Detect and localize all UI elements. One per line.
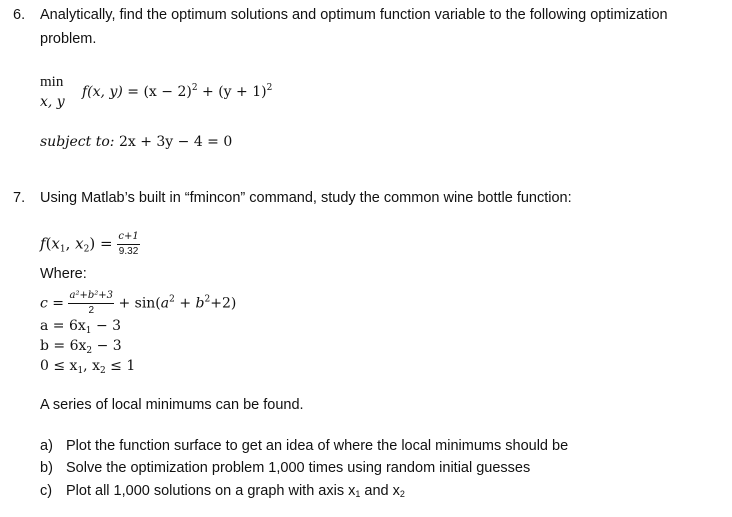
c-sin-a: a xyxy=(160,295,170,312)
wine-bottle-function xyxy=(40,232,140,257)
task-c-main: Plot all 1,000 solutions on a graph with axis x xyxy=(66,483,356,499)
bound-sub1: 1 xyxy=(77,366,84,376)
fraction-numerator: c+1 xyxy=(117,232,139,245)
problem-6-text-line2: problem. xyxy=(40,31,97,47)
var-x2: x xyxy=(75,234,84,253)
local-minimums-note: A series of local minimums can be found. xyxy=(40,397,304,413)
c-sin-b: b xyxy=(195,295,205,312)
function-fraction xyxy=(117,232,139,257)
where-label: Where: xyxy=(40,266,87,282)
bound-sub2: 2 xyxy=(99,366,106,376)
constraint-equation: 2x + 3y − 4 = 0 xyxy=(118,134,233,150)
bound-pre: 0 ≤ x xyxy=(40,358,78,374)
task-a-text: Plot the function surface to get an idea of where the local minimums should be xyxy=(66,438,569,454)
bounds xyxy=(40,358,135,376)
task-a-label: a) xyxy=(40,438,53,454)
var-x1: x xyxy=(51,234,60,253)
task-c-sub1: 1 xyxy=(355,489,361,499)
a-sub: 1 xyxy=(85,326,92,336)
c-denominator: 2 xyxy=(88,305,95,316)
c-sin-a-exp: 2 xyxy=(169,294,175,305)
a-def: a = 6x xyxy=(40,318,86,334)
objective-function xyxy=(82,83,272,100)
c-sin-plus: + xyxy=(174,295,196,312)
task-c-sub2: 2 xyxy=(399,489,405,499)
var-x1-sub: 1 xyxy=(59,244,66,255)
problem-7-number: 7. xyxy=(13,190,26,206)
paren-close-equals: ) = xyxy=(89,234,113,253)
c-sin-b-exp: 2 xyxy=(204,294,211,305)
paren-open: ( xyxy=(45,234,52,253)
b-def: b = 6x xyxy=(40,338,87,354)
objective-plus: + xyxy=(197,84,219,100)
min-label: min xyxy=(40,74,64,90)
objective-term2: (y + 1) xyxy=(218,84,267,100)
fraction-denominator: 9.32 xyxy=(118,246,139,257)
objective-lhs: f(x, y) = xyxy=(82,84,139,100)
function-f: f xyxy=(40,234,46,253)
problem-7-text: Using Matlab’s built in “fmincon” command, study the common wine bottle function: xyxy=(40,190,572,206)
task-b-text: Solve the optimization problem 1,000 times using random initial guesses xyxy=(66,460,531,476)
a-tail: − 3 xyxy=(91,318,122,334)
c-numerator: a²+b²+3 xyxy=(68,291,114,304)
problem-6-number: 6. xyxy=(13,7,26,23)
constraint-label: subject to: xyxy=(40,134,115,150)
c-lhs: c = xyxy=(40,295,65,312)
task-c-mid: and x xyxy=(360,483,400,499)
task-c-label: c) xyxy=(40,483,53,499)
b-sub: 2 xyxy=(86,346,93,356)
problem-6-text-line1: Analytically, find the optimum solutions and optimum function variable to the following optimization xyxy=(40,7,668,23)
b-definition xyxy=(40,338,122,356)
constraint xyxy=(40,134,232,150)
c-sin-open: + sin( xyxy=(114,295,161,312)
c-definition xyxy=(40,291,236,316)
min-variables: x, y xyxy=(40,94,65,110)
c-sin-close: +2) xyxy=(210,295,237,312)
task-c-text xyxy=(66,483,405,499)
objective-exp1: 2 xyxy=(191,83,198,93)
b-tail: − 3 xyxy=(92,338,122,354)
comma: , xyxy=(65,234,76,253)
c-fraction xyxy=(68,291,114,316)
objective-term1: (x − 2) xyxy=(143,84,192,100)
task-b-label: b) xyxy=(40,460,53,476)
var-x2-sub: 2 xyxy=(83,244,90,255)
bound-mid: , x xyxy=(83,358,100,374)
objective-exp2: 2 xyxy=(266,83,273,93)
a-definition xyxy=(40,318,121,336)
min-operator xyxy=(40,72,65,112)
bound-post: ≤ 1 xyxy=(105,358,136,374)
